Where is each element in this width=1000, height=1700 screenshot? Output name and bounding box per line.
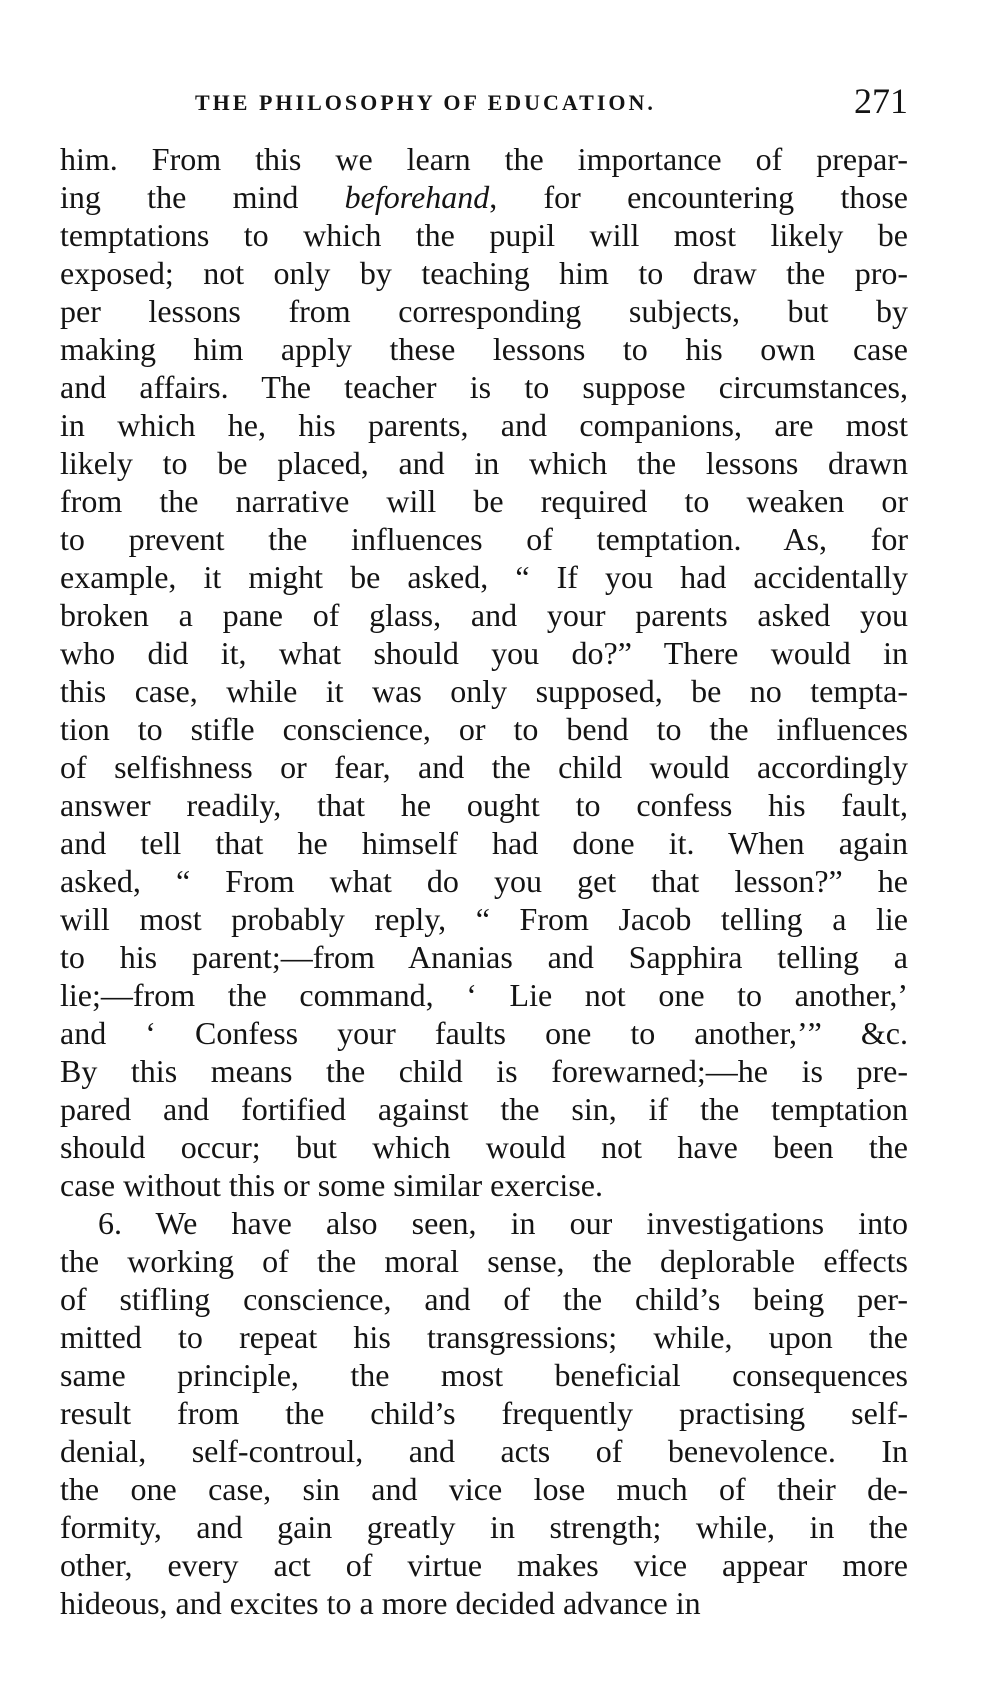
text-line: will most probably reply, “ From Jacob telling a lie (60, 901, 908, 937)
text-line: example, it might be asked, “ If you had accidentally (60, 559, 908, 595)
text-line: who did it, what should you do?” There would in (60, 635, 908, 671)
text-line: him. From this we learn the importance of prepar- (60, 141, 908, 177)
text-line: result from the child’s frequently practising self- (60, 1395, 908, 1431)
running-title: THE PHILOSOPHY OF EDUCATION. (195, 90, 656, 115)
book-page (60, 80, 908, 1622)
text-line: making him apply these lessons to his own case (60, 331, 908, 367)
text-line: and tell that he himself had done it. When again (60, 825, 908, 861)
text-line: mitted to repeat his transgressions; while, upon the (60, 1319, 908, 1355)
text-line: lie;—from the command, ‘ Lie not one to another,’ (60, 977, 908, 1013)
body-text (60, 140, 908, 1622)
text-line: likely to be placed, and in which the lessons drawn (60, 445, 908, 481)
text-line: from the narrative will be required to weaken or (60, 483, 908, 519)
emphasis: beforehand (344, 179, 490, 215)
text-line: answer readily, that he ought to confess his fault, (60, 787, 908, 823)
text-line: the working of the moral sense, the deplorable effects (60, 1243, 908, 1279)
text-line: case without this or some similar exercise. (60, 1167, 603, 1203)
text-line: per lessons from corresponding subjects, but by (60, 293, 908, 329)
text-line: and affairs. The teacher is to suppose circumstances, (60, 369, 908, 405)
text-line: should occur; but which would not have been the (60, 1129, 908, 1165)
text-line: the one case, sin and vice lose much of their de- (60, 1471, 908, 1507)
page-number: 271 (854, 81, 908, 121)
text-line: broken a pane of glass, and your parents asked you (60, 597, 908, 633)
text-line: exposed; not only by teaching him to draw the pro- (60, 255, 908, 291)
text-line: By this means the child is forewarned;—he is pre- (60, 1053, 908, 1089)
text-line: to prevent the influences of temptation. As, for (60, 521, 908, 557)
text-line: same principle, the most beneficial consequences (60, 1357, 908, 1393)
text-line: pared and fortified against the sin, if the temptation (60, 1091, 908, 1127)
text-line: other, every act of virtue makes vice appear more (60, 1547, 908, 1583)
text-line: formity, and gain greatly in strength; while, in the (60, 1509, 908, 1545)
text-line: ing the mind beforehand, for encountering those (60, 179, 909, 215)
text-line: asked, “ From what do you get that lesson?” he (60, 863, 908, 899)
text-line: of stifling conscience, and of the child’s being per- (60, 1281, 908, 1317)
text-line: hideous, and excites to a more decided advance in (60, 1585, 701, 1621)
text-line: this case, while it was only supposed, be no tempta- (60, 673, 908, 709)
text-line: and ‘ Confess your faults one to another,’” &c. (60, 1015, 908, 1051)
text-line: tion to stifle conscience, or to bend to the influences (60, 711, 908, 747)
text-line: temptations to which the pupil will most likely be (60, 217, 908, 253)
text-line: to his parent;—from Ananias and Sapphira telling a (60, 939, 908, 975)
text-line: 6. We have also seen, in our investigations into (98, 1205, 908, 1241)
text-line: in which he, his parents, and companions, are most (60, 407, 908, 443)
running-head (60, 80, 908, 136)
text-line: denial, self-controul, and acts of benevolence. In (60, 1433, 908, 1469)
text-line: of selfishness or fear, and the child would accordingly (60, 749, 908, 785)
